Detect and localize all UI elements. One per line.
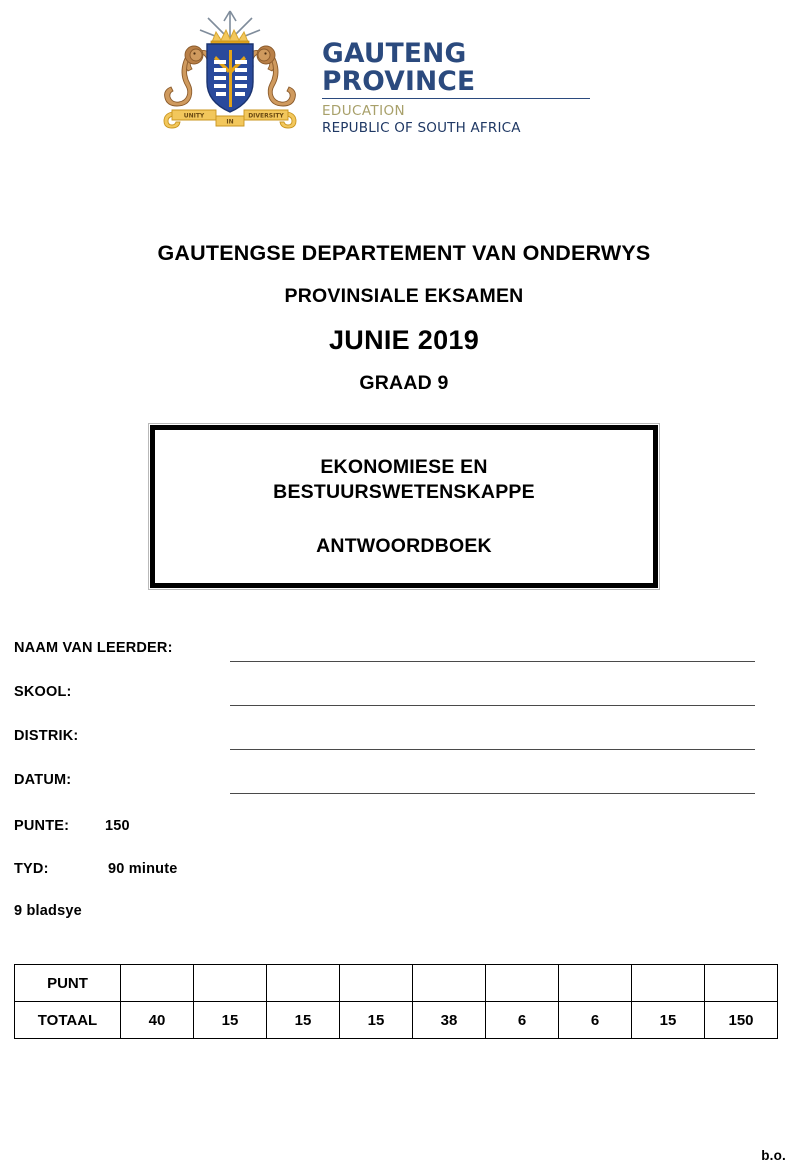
marks-table (14, 964, 778, 1039)
exam-headings (0, 240, 800, 395)
mark-cell-7[interactable] (559, 965, 632, 1002)
turn-over-footer: b.o. (761, 1148, 786, 1163)
learner-name-input[interactable] (230, 661, 755, 662)
mark-cell-2[interactable] (194, 965, 267, 1002)
total-cell-7: 6 (559, 1002, 632, 1039)
gauteng-province-logo (150, 8, 590, 140)
subject-box-inner (150, 425, 658, 588)
date-label: DATUM: (14, 772, 72, 788)
field-row-district (14, 728, 774, 772)
total-cell-8: 15 (632, 1002, 705, 1039)
subject-name-line2: BESTUURSWETENSKAPPE (273, 481, 535, 503)
logo-department-line: EDUCATION (322, 102, 405, 119)
time-label: TYD: (14, 861, 49, 877)
time-value: 90 minute (108, 861, 178, 877)
subject-name-line1: EKONOMIESE EN (320, 455, 488, 478)
mark-cell-total[interactable] (705, 965, 778, 1002)
mark-cell-5[interactable] (413, 965, 486, 1002)
total-cell-3: 15 (267, 1002, 340, 1039)
subject-name (273, 455, 535, 506)
district-label: DISTRIK: (14, 728, 79, 744)
department-heading: GAUTENGSE DEPARTEMENT VAN ONDERWYS (157, 241, 651, 265)
logo-country-line: REPUBLIC OF SOUTH AFRICA (322, 119, 521, 136)
mark-row-label: PUNT (15, 965, 121, 1002)
logo-wordmark (322, 40, 590, 136)
district-input[interactable] (230, 749, 755, 750)
mark-cell-8[interactable] (632, 965, 705, 1002)
school-label: SKOOL: (14, 684, 72, 700)
learner-name-label: NAAM VAN LEERDER: (14, 640, 173, 656)
table-row-total (15, 1002, 778, 1039)
subject-box (148, 423, 660, 590)
field-row-learner-name (14, 640, 774, 684)
date-input[interactable] (230, 793, 755, 794)
total-cell-2: 15 (194, 1002, 267, 1039)
total-cell-1: 40 (121, 1002, 194, 1039)
marks-row (14, 818, 514, 861)
mark-cell-4[interactable] (340, 965, 413, 1002)
total-row-label: TOTAAL (15, 1002, 121, 1039)
mark-cell-6[interactable] (486, 965, 559, 1002)
field-row-date (14, 772, 774, 816)
exam-date-heading: JUNIE 2019 (328, 324, 480, 355)
marks-value: 150 (105, 818, 130, 834)
motto-in: IN (226, 118, 234, 126)
school-input[interactable] (230, 705, 755, 706)
total-cell-4: 15 (340, 1002, 413, 1039)
total-cell-grand: 150 (705, 1002, 778, 1039)
table-row-mark (15, 965, 778, 1002)
learner-details-fields (14, 640, 774, 816)
mark-cell-1[interactable] (121, 965, 194, 1002)
gauteng-coat-of-arms-icon (150, 8, 310, 138)
total-cell-6: 6 (486, 1002, 559, 1039)
mark-cell-3[interactable] (267, 965, 340, 1002)
motto-diversity: DIVERSITY (248, 112, 284, 120)
exam-heading: PROVINSIALE EKSAMEN (284, 284, 524, 307)
document-type: ANTWOORDBOEK (316, 535, 492, 558)
total-cell-5: 38 (413, 1002, 486, 1039)
page-count: 9 bladsye (14, 903, 82, 919)
grade-heading: GRAAD 9 (359, 371, 449, 394)
time-row (14, 861, 514, 904)
motto-unity: UNITY (183, 112, 205, 120)
marks-label: PUNTE: (14, 818, 70, 834)
field-row-school (14, 684, 774, 728)
exam-info (14, 818, 514, 904)
logo-province-line: GAUTENG PROVINCE (322, 40, 590, 99)
